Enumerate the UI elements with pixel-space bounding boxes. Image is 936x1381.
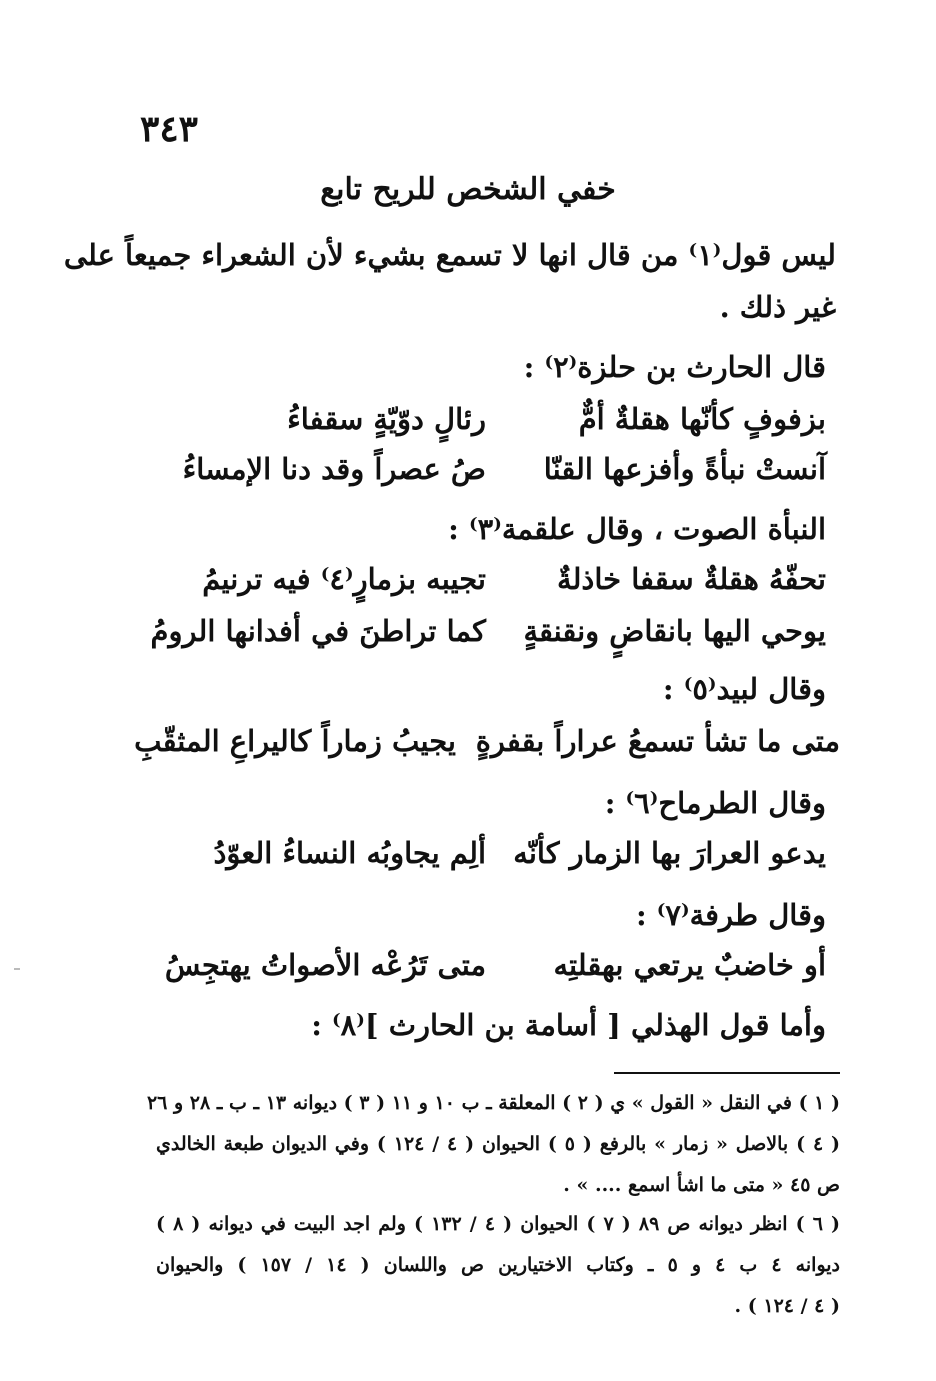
- footnote-line-1: ( ١ ) في النقل « القول » ي ( ٢ ) المعلقة ـ ب ١٠ و ١١ ( ٣ ) ديوانه ١٣ ـ ب ـ ٢٨ و ٢٦: [146, 1092, 840, 1114]
- footnote-line-5: ديوانه ٤ ب ٤ و ٥ ـ وكتاب الاختيارين ص واللسان ( ١٤ / ١٥٧ ) والحيوان: [156, 1254, 841, 1276]
- section-label-labid: وقال لبيد⁽٥⁾ :: [662, 672, 826, 706]
- verse-6-hemistich-1: يدعو العرارَ بها الزمار كأنّه: [513, 836, 826, 870]
- verse-4-hemistich-2: كما تراطنَ في أفدانها الرومُ: [150, 614, 486, 648]
- section-label-harith: قال الحارث بن حلزة⁽٢⁾ :: [523, 350, 826, 384]
- verse-5-hemistich-1: متى ما تشأ تسمعُ عراراً بقفرةٍ: [475, 724, 840, 758]
- verse-1-hemistich-1: بزفوفٍ كأنّها هقلةٌ أمٌّ: [578, 402, 826, 436]
- verse-3-hemistich-1: تحفّهُ هقلةٌ سقفا خاذلةٌ: [557, 562, 826, 596]
- verse-6-hemistich-2: ألِم يجاوبُه النساءُ العوّدُ: [213, 836, 486, 870]
- verse-3-hemistich-2: تجيبه بزمارٍ⁽٤⁾ فيه ترنيمُ: [202, 562, 486, 596]
- verse-1-hemistich-2: رئالٍ دوّيّةٍ سقفاءُ: [287, 402, 486, 436]
- section-label-hudhali: وأما قول الهذلي [ أسامة بن الحارث ]⁽٨⁾ :: [311, 1008, 826, 1042]
- footnote-line-2: ( ٤ ) بالاصل « زمار » بالرفع ( ٥ ) الحيوان ( ٤ / ١٢٤ ) وفي الديوان طبعة الخالدي: [156, 1133, 841, 1155]
- section-heading: خفي الشخص للريح تابع: [320, 172, 616, 207]
- section-label-tarafa: وقال طرفة⁽٧⁾ :: [635, 898, 826, 932]
- footnote-separator: [614, 1072, 840, 1074]
- footnote-line-4: ( ٦ ) انظر ديوانه ص ٨٩ ( ٧ ) الحيوان ( ٤ / ١٣٢ ) ولم اجد البيت في ديوانه ( ٨ ): [156, 1213, 840, 1235]
- footnote-line-6: ( ٤ / ١٢٤ ) .: [734, 1295, 840, 1317]
- verse-5-hemistich-2: يجيبُ زماراً كاليراعِ المثقّبِ: [134, 724, 456, 758]
- verse-7-hemistich-1: أو خاضبٌ يرتعي بهقلتِه: [553, 948, 826, 982]
- verse-4-hemistich-1: يوحي اليها بانقاضٍ ونقنقةٍ: [523, 614, 826, 648]
- section-label-tirimmah: وقال الطرماح⁽٦⁾ :: [604, 786, 826, 820]
- verse-7-hemistich-2: متى تَرُعْه الأصواتُ يهتجِسُ: [164, 948, 486, 982]
- intro-line-2: غير ذلك .: [719, 290, 836, 324]
- page-number: ٣٤٣: [140, 108, 199, 150]
- verse-2-hemistich-2: صُ عصراً وقد دنا الإمساءُ: [182, 452, 486, 486]
- footnote-line-3: ص ٤٥ « متى ما اشأ اسمع .... » .: [563, 1174, 840, 1196]
- margin-mark: [14, 968, 20, 970]
- intro-line-1: ليس قول⁽١⁾ من قال انها لا تسمع بشيء لأن الشعراء جميعاً على: [63, 238, 836, 272]
- section-label-alqama: النبأة الصوت ، وقال علقمة⁽٣⁾ :: [448, 512, 826, 546]
- verse-2-hemistich-1: آنستْ نبأةً وأفزعها القنّا: [543, 452, 826, 486]
